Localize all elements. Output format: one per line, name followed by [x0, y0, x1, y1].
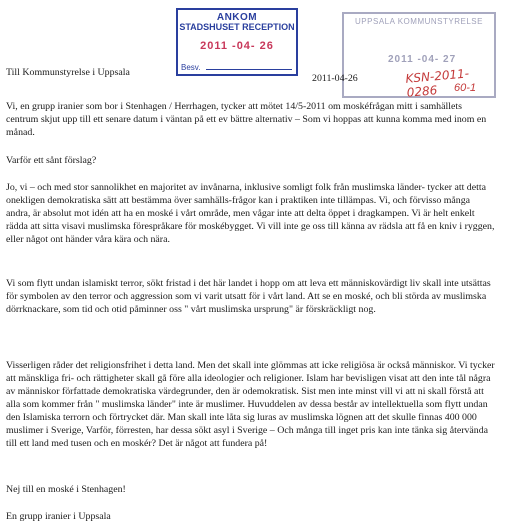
- letter-signature: En grupp iranier i Uppsala: [6, 511, 111, 522]
- letter-addressee: Till Kommunstyrelse i Uppsala: [6, 67, 130, 78]
- reception-stamp-besv-label: Besv.: [181, 63, 201, 72]
- reception-stamp-subtitle: STADSHUSET RECEPTION: [179, 22, 295, 32]
- kommunstyrelse-stamp: [342, 12, 496, 98]
- letter-paragraph: Vi som flytt undan islamiskt terror, sökt fristad i det här landet i hopp om att leva ett människovärdigt liv skall inte utsättas för symbolen av den terror och aggression som vi varit utsatt för i vårt land. Att se en moské, och bli störda av muslimska dörrknackare, som tid och otid påminner oss " vårt muslimska ursprung" är förskräckligt nog.: [6, 278, 491, 315]
- reception-stamp-signature-line: [206, 69, 292, 70]
- reception-stamp-date: 2011 -04- 26: [200, 40, 274, 52]
- kommunstyrelse-stamp-title: UPPSALA KOMMUNSTYRELSE: [355, 17, 483, 26]
- letter-paragraph: Varför ett sånt förslag?: [6, 155, 97, 166]
- letter-paragraph: Visserligen råder det religionsfrihet i detta land. Men det skall inte glömmas att icke religiösa är också människor. Vi tycker att mänskliga fri- och rättigheter skall gå före alla ideologier och religioner. Islam har bevisligen visat att den inte tål några av människor författade demokratiska värdegrunder, den är odemokratisk. Sist men inte minst vill vi att ni skall förstå att alla som kommer från " muslimska länder" inte är muslimer. Huvuddelen av dessa består av intellektuella som flytt undan den Islamiska terrorn och förtrycket där. Man skall inte låta sig luras av muslimska lögnen att det skulle finnas 400 000 muslimer i Sverige, Varför, förresten, har dessa sökt asyl i Sverige – Och många till inget pris kan inte tänka sig återvända till ett land med tusen och en moskér? Det är något att fundera på!: [6, 360, 495, 449]
- kommunstyrelse-reference-number: KSN-2011-0286: [404, 66, 470, 100]
- kommunstyrelse-stamp-date: 2011 -04- 27: [388, 54, 457, 65]
- letter-paragraph: Vi, en grupp iranier som bor i Stenhagen / Herrhagen, tycker att mötet 14/5-2011 om moskéfrågan mitt i samhällets centrum skjut upp till ett senare datum i väntan på ett ev bättre alternativ – Som vi hoppas att kunna komma med inom en månad.: [6, 101, 487, 138]
- letter-paragraph: Jo, vi – och med stor sannolikhet en majoritet av invånarna, inklusive somligt folk från muslimska länder- tycker att detta onekligen demokratiska sätt att bestämma över samhälls-frågor kan i praktiken inte tillämpas. Vi, och förvisso många andra, är absolut mot idén att ha en moské i vårt område, men vågar inte att delta öppet i dragkampen. Vi är helt enkelt rädda att sitta visavi muslimska förespråkare för moskébygget. Vi vill inte ge oss till känna av rädsla att få en kniv i ryggen, eller något ont händer våra kära och nära.: [6, 182, 495, 245]
- reception-stamp: [176, 8, 298, 76]
- letter-closing-slogan: Nej till en moské i Stenhagen!: [6, 484, 126, 495]
- reception-stamp-title: ANKOM: [216, 12, 258, 23]
- letter-date: 2011-04-26: [312, 73, 358, 84]
- kommunstyrelse-reference-sub: 60-1: [454, 82, 477, 94]
